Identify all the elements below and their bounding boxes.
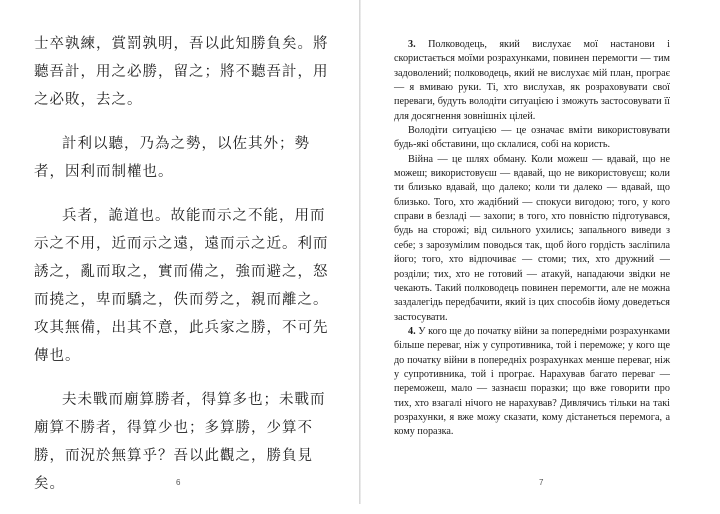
paragraph-war: Війна — це шлях обману. Коли можеш — вдавай, що не можеш; використовуєш — вдавай, що не використовуєш; коли ти близько вдавай, що далеко; коли ти далеко — вдавай, що близько. Того, хто жадібний — спокуси вигодою; того, у кого справи в безладі — захопи; в того, хто повністю підготувався, будь на сторожі; від сильного ухились; запального виведи з себе; з зарозумілим поводься так, щоб його гордість засліпила його; того, хто відпочиває — стоми; тих, хто дружний — розділи; тих, хто не готовий — атакуй, нападаючи звідки не чекають. Такий полководець повинен перемогти, але не можна заздалегідь передбачити, який із цих способів йому доведеться застосувати. — [394, 153, 670, 323]
paragraph-3 — [394, 38, 670, 124]
paragraph-4-number: 4. — [408, 325, 416, 337]
page-number-left: 6 — [176, 478, 181, 487]
page-number-right: 7 — [539, 478, 544, 487]
paragraph-3-number: 3. — [408, 39, 416, 50]
paragraph-3-text: Полководець, який вислухає мої настанови і скористається моїми розрахунками, повинен перемогти — тим задоволений; полководець, який не вислухає мій план, програє — я вмиваю руки. Ті, хто вислухав, як розраховувати свої переваги, будуть володіти ситуацією і зможуть застосовувати її для досягнення зовнішніх цілей. — [394, 39, 670, 122]
paragraph-4-text: У кого ще до початку війни за попередніми розрахунками більше переваг, ніж у супротивника, той і переможе; у кого ще до початку війни в попередніх розрахунках менше переваг, ніж у супротивника, той і програє. Нарахував багато переваг — переможеш, мало — зазнаєш поразки; що вже говорити про тих, хто взагалі нічого не нарахував? Дивлячись тільки на такі розрахунки, я вже можу сказати, кому дістанеться перемога, а кому поразка. — [394, 325, 670, 438]
paragraph-situation: Володіти ситуацією — це означає вміти використовувати будь-які обставини, що склалися, собі на користь. — [394, 125, 670, 151]
chinese-paragraph-2: 計利以聽，乃為之勢，以佐其外；勢者，因利而制權也。 — [34, 136, 310, 180]
chinese-text-block — [34, 30, 334, 514]
chinese-paragraph-3: 兵者，詭道也。故能而示之不能，用而示之不用，近而示之遠，遠而示之近。利而誘之，亂而取之，實而備之，強而避之，怒而撓之，卑而驕之，佚而勞之，親而離之。攻其無備，出其不意，此兵家之勝，不可先傳也。 — [34, 208, 329, 364]
chinese-paragraph-4: 夫未戰而廟算勝者，得算多也；未戰而廟算不勝者，得算少也；多算勝，少算不勝，而況於無算乎？吾以此觀之，勝負見矣。 — [34, 392, 326, 492]
chinese-paragraph-1: 士卒孰練，賞罰孰明，吾以此知勝負矣。將聽吾計，用之必勝，留之；將不聽吾計，用之必敗，去之。 — [34, 36, 329, 108]
paragraph-4 — [394, 325, 670, 440]
left-page — [0, 0, 359, 504]
ukrainian-text-block — [394, 38, 670, 440]
